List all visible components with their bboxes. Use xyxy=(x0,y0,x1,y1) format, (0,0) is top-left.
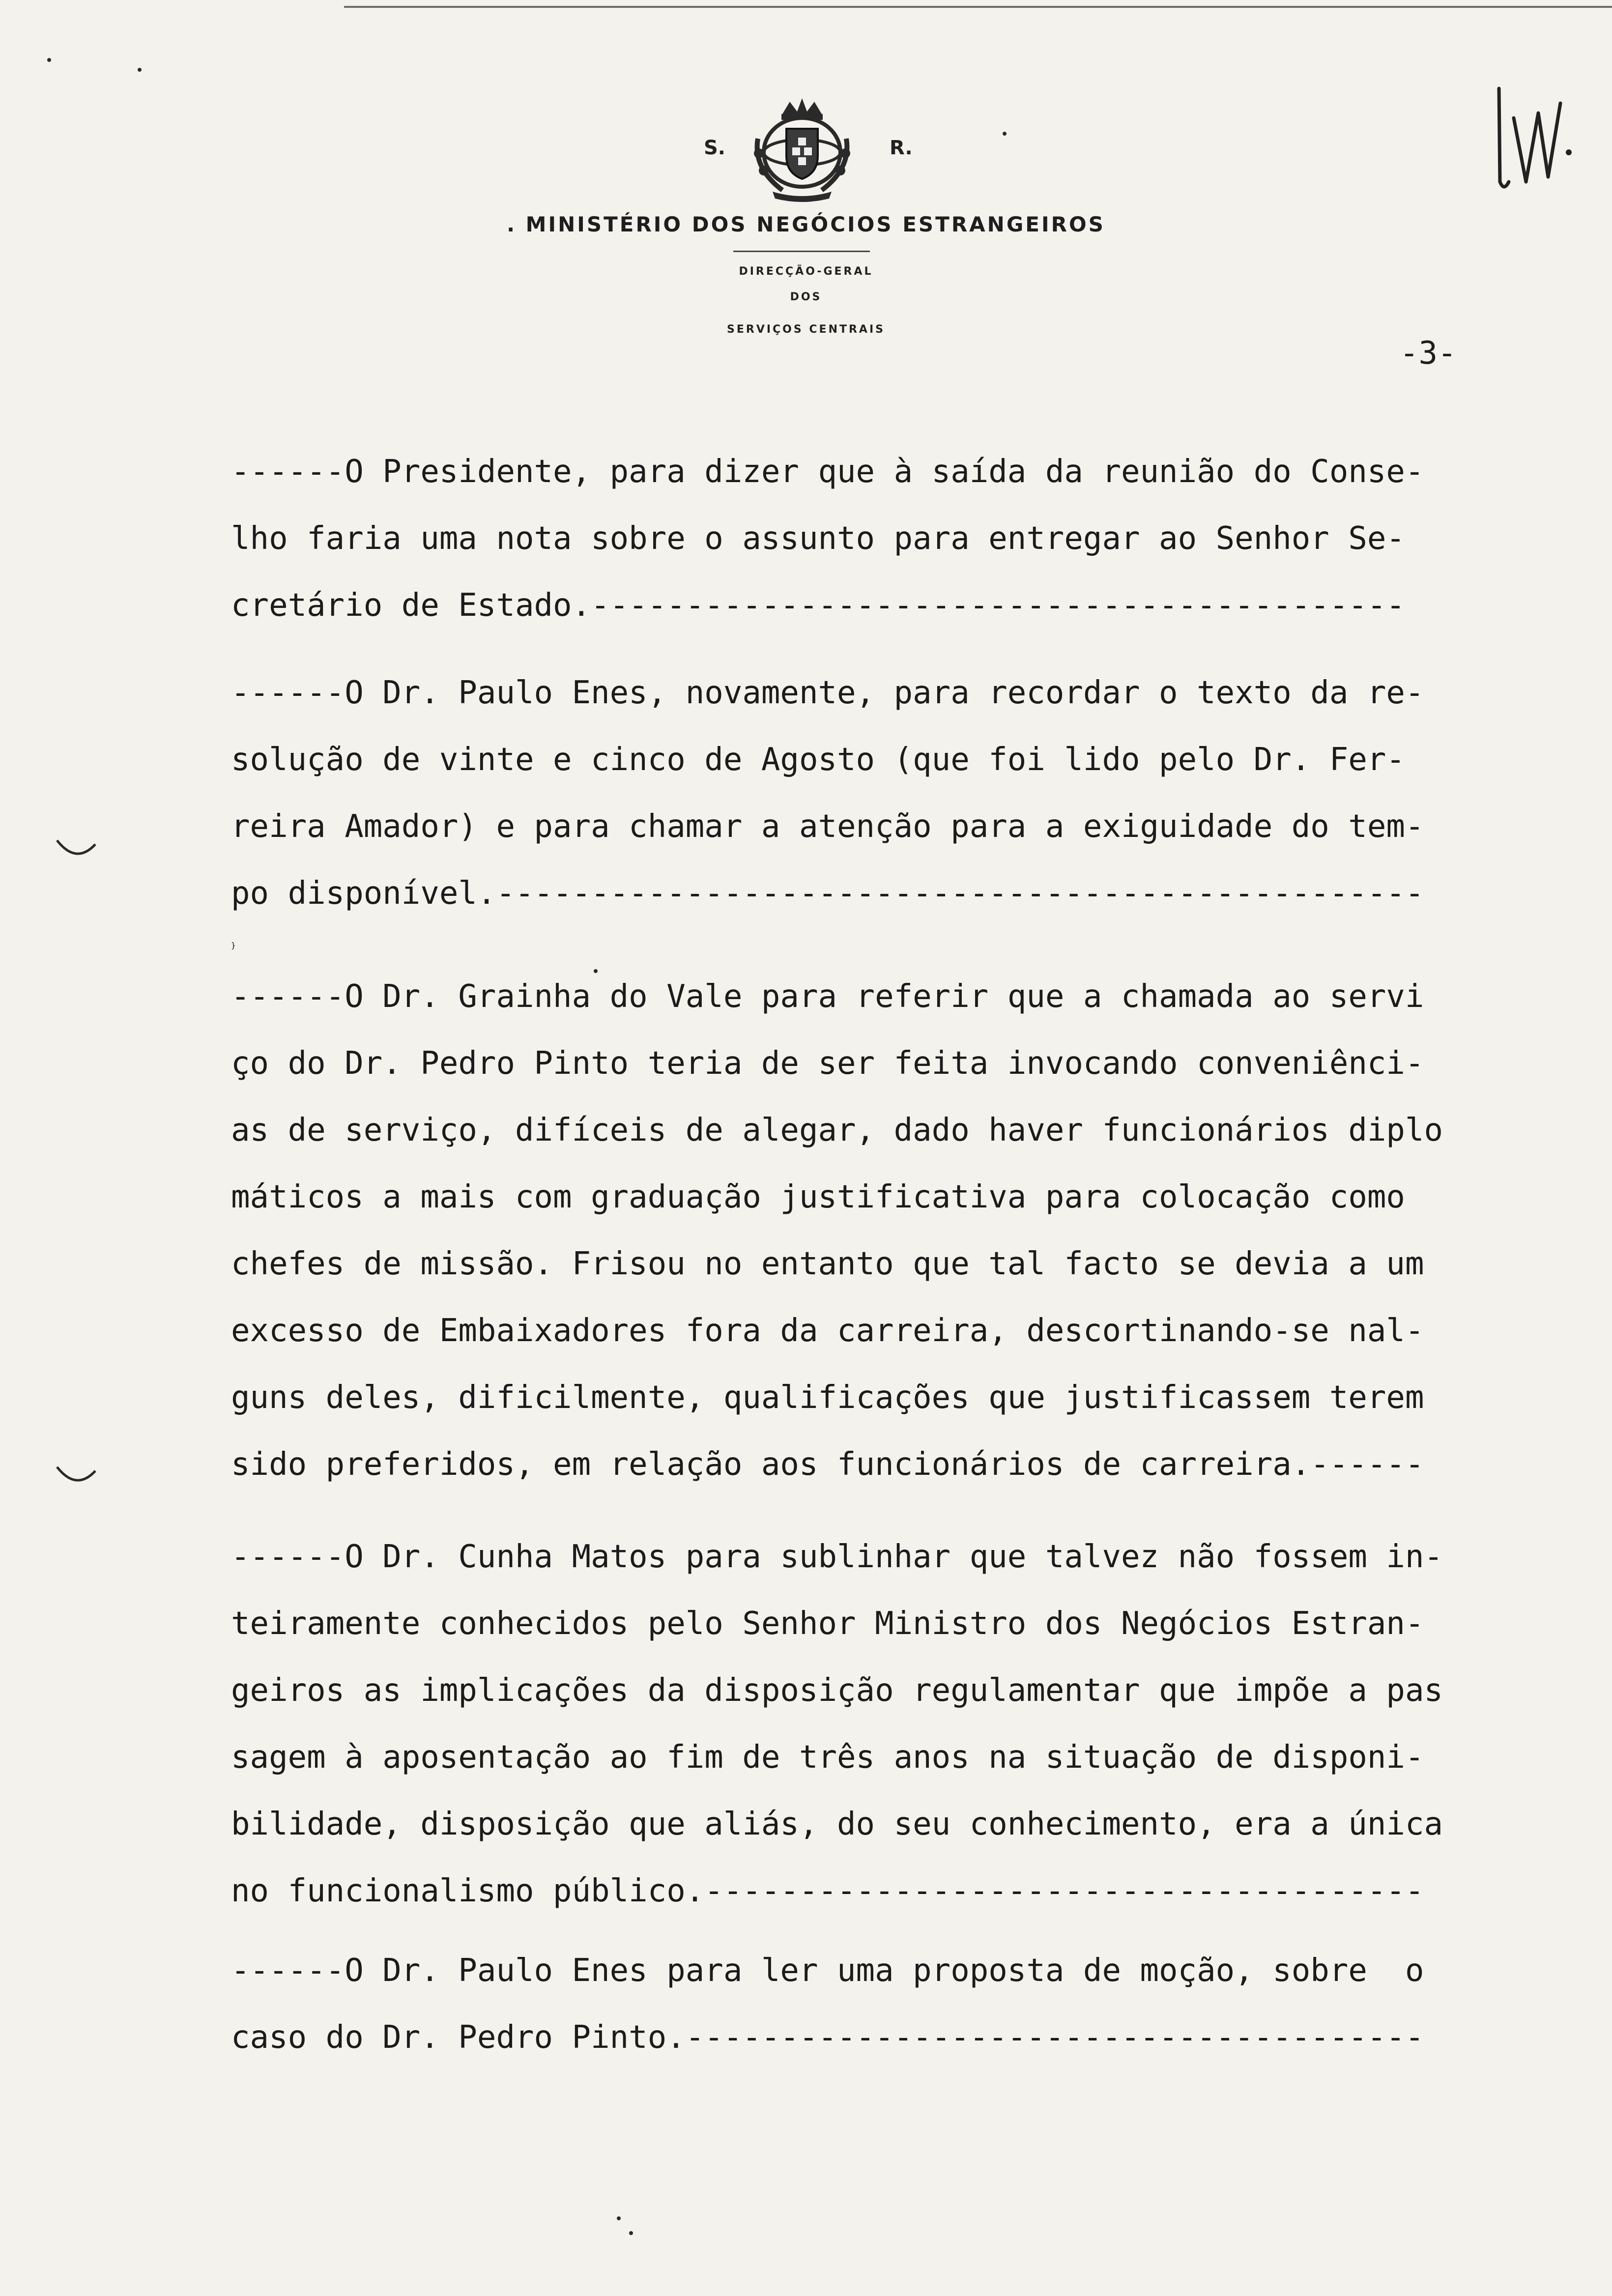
letterhead-r: R. xyxy=(890,137,913,159)
text-line: guns deles, dificilmente, qualificações que justificassem terem xyxy=(231,1379,1424,1416)
paragraph-1 xyxy=(231,452,1528,653)
punch-hole-mark xyxy=(54,835,98,865)
text-line: sagem à aposentação ao fim de três anos na situação de disponi- xyxy=(231,1739,1424,1776)
department-line-3: SERVIÇOS CENTRAIS xyxy=(727,323,885,336)
scan-speck xyxy=(47,58,51,62)
scan-speck xyxy=(594,969,598,973)
letterhead-s: S. xyxy=(704,137,726,159)
text-line: ------O Dr. Paulo Enes para ler uma proposta de moção, sobre o xyxy=(231,1952,1424,1989)
ministry-title: . MINISTÉRIO DOS NEGÓCIOS ESTRANGEIROS xyxy=(507,212,1105,236)
department-line-1: DIRECÇÃO-GERAL xyxy=(739,265,873,278)
scan-speck xyxy=(1003,132,1007,136)
page-number: -3- xyxy=(1400,335,1457,372)
paragraph-5 xyxy=(231,1951,1528,2085)
text-line: caso do Dr. Pedro Pinto.--------------------------------------- xyxy=(231,2019,1424,2056)
text-line: po disponível.------------------------------------------------- xyxy=(231,875,1424,912)
text-line: geiros as implicações da disposição regulamentar que impõe a pas xyxy=(231,1672,1443,1709)
paragraph-4 xyxy=(231,1537,1528,1938)
text-line: ço do Dr. Pedro Pinto teria de ser feita invocando conveniênci- xyxy=(231,1045,1424,1082)
text-line: bilidade, disposição que aliás, do seu conhecimento, era a única xyxy=(231,1806,1443,1842)
text-line: teiramente conhecidos pelo Senhor Ministro dos Negócios Estran- xyxy=(231,1606,1424,1642)
top-border-line xyxy=(344,6,1612,8)
paragraph-3 xyxy=(231,977,1528,1512)
text-line: excesso de Embaixadores fora da carreira, descortinando-se nal- xyxy=(231,1313,1424,1349)
text-line: ------O Presidente, para dizer que à saída da reunião do Conse- xyxy=(231,454,1424,490)
scan-speck xyxy=(629,2231,633,2235)
scan-speck xyxy=(617,2216,621,2220)
text-line: solução de vinte e cinco de Agosto (que foi lido pelo Dr. Fer- xyxy=(231,742,1405,778)
text-line: cretário de Estado.------------------------------------------- xyxy=(231,587,1405,624)
text-line: lho faria uma nota sobre o assunto para entregar ao Senhor Se- xyxy=(231,520,1405,557)
text-line: as de serviço, difíceis de alegar, dado haver funcionários diplo xyxy=(231,1112,1443,1148)
text-line: chefes de missão. Frisou no entanto que tal facto se devia a um xyxy=(231,1246,1424,1282)
text-line: reira Amador) e para chamar a atenção para a exiguidade do tem- xyxy=(231,808,1424,845)
text-line: ------O Dr. Cunha Matos para sublinhar que talvez não fossem in- xyxy=(231,1539,1443,1575)
text-line: ------O Dr. Paulo Enes, novamente, para recordar o texto da re- xyxy=(231,675,1424,711)
text-line: ------O Dr. Grainha do Vale para referir que a chamada ao servi xyxy=(231,978,1424,1015)
punch-hole-mark xyxy=(54,1462,98,1492)
coat-of-arms-icon xyxy=(743,94,861,202)
scan-speck xyxy=(138,68,142,72)
text-line: no funcionalismo público.-------------------------------------- xyxy=(231,1873,1424,1909)
header-rule xyxy=(733,251,870,252)
department-line-2: DOS xyxy=(790,291,822,303)
text-line: máticos a mais com graduação justificativa para colocação como xyxy=(231,1179,1405,1215)
paragraph-2: ------O Dr. Paulo Enes, novamente, para recordar o texto da re- solução de vinte e cinco de Agosto (que foi lido pelo Dr. Fer- reira Amador) e para chamar a atenção para a exiguidade do tem- po disponível.------------------------------------------------- } xyxy=(231,673,1528,950)
text-line: sido preferidos, em relação aos funcionários de carreira.------ xyxy=(231,1446,1424,1483)
handwritten-initials xyxy=(1479,69,1578,197)
